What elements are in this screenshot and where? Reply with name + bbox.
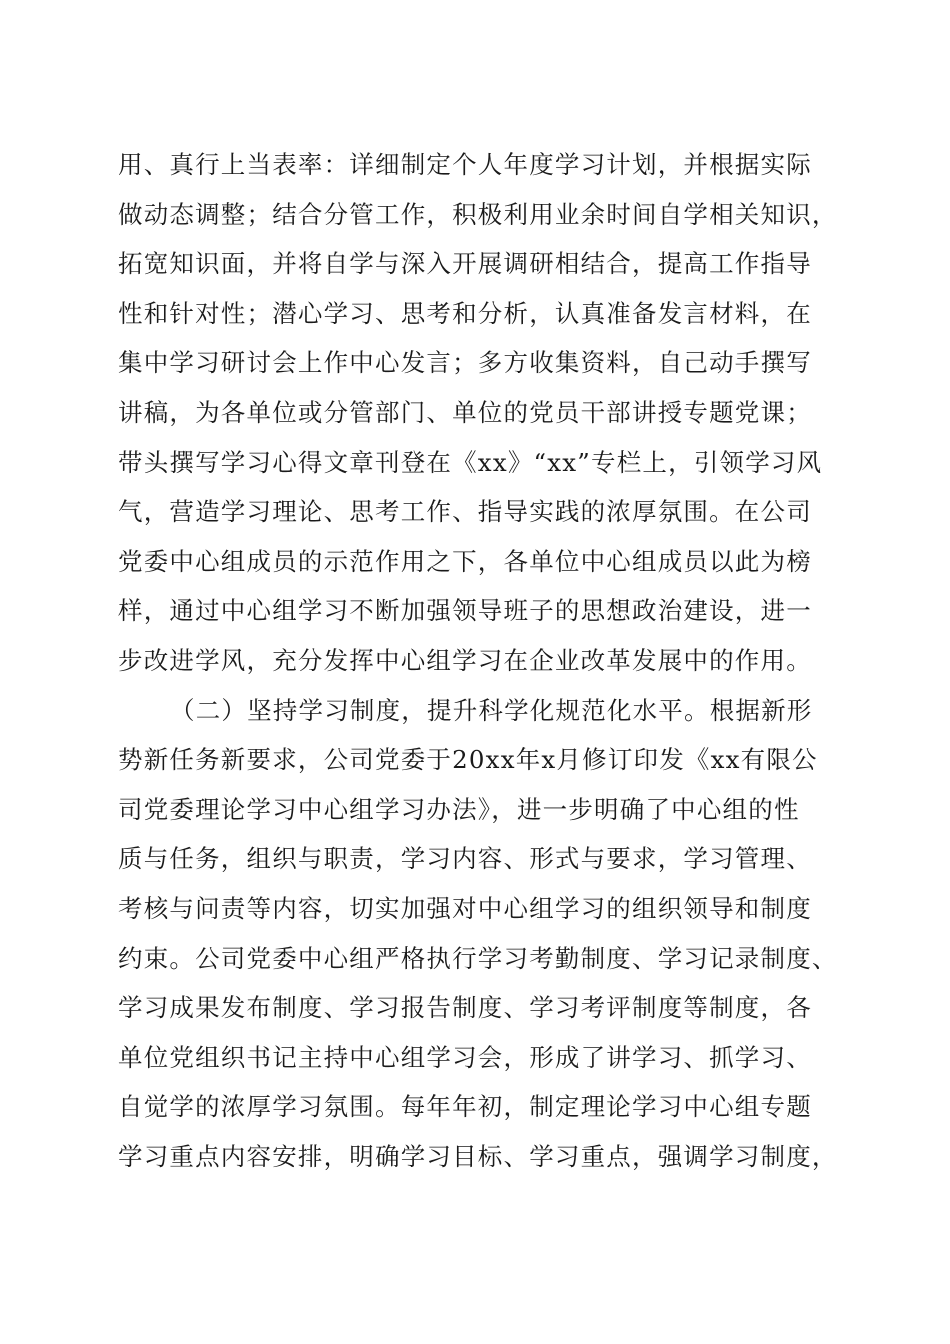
text-line: 拓宽知识面，并将自学与深入开展调研相结合，提高工作指导 (118, 249, 812, 279)
text-line: 质与任务，组织与职责，学习内容、形式与要求，学习管理、 (118, 844, 812, 874)
text-line: 讲稿，为各单位或分管部门、单位的党员干部讲授专题党课； (118, 397, 812, 427)
text-line: 气，营造学习理论、思考工作、指导实践的浓厚氛围。在公司 (118, 497, 812, 527)
text-line: 用、真行上当表率：详细制定个人年度学习计划，并根据实际 (118, 150, 812, 179)
text-line: 司党委理论学习中心组学习办法》，进一步明确了中心组的性 (118, 794, 800, 824)
section-heading-line: （二）坚持学习制度，提升科学化规范化水平。根据新形 (170, 695, 813, 725)
text-line: 做动态调整；结合分管工作，积极利用业余时间自学相关知识， (118, 199, 838, 229)
text-line: 学习重点内容安排，明确学习目标、学习重点，强调学习制度， (118, 1141, 838, 1171)
text-line: 考核与问责等内容，切实加强对中心组学习的组织领导和制度 (118, 893, 812, 923)
text-line: 集中学习研讨会上作中心发言；多方收集资料，自己动手撰写 (118, 348, 812, 378)
text-line: 样，通过中心组学习不断加强领导班子的思想政治建设，进一 (118, 596, 812, 626)
text-line: 性和针对性；潜心学习、思考和分析，认真准备发言材料，在 (118, 298, 812, 328)
text-line: 约束。公司党委中心组严格执行学习考勤制度、学习记录制度、 (118, 943, 838, 973)
text-line: 自觉学的浓厚学习氛围。每年年初，制定理论学习中心组专题 (118, 1092, 812, 1122)
text-line: 单位党组织书记主持中心组学习会，形成了讲学习、抓学习、 (118, 1042, 812, 1072)
body-text (118, 140, 858, 1181)
text-line: 步改进学风，充分发挥中心组学习在企业改革发展中的作用。 (118, 645, 812, 675)
text-line: 党委中心组成员的示范作用之下，各单位中心组成员以此为榜 (118, 546, 812, 576)
text-line: 学习成果发布制度、学习报告制度、学习考评制度等制度，各 (118, 993, 812, 1023)
text-line: 带头撰写学习心得文章刊登在《xx》“xx”专栏上，引领学习风 (118, 447, 823, 477)
text-line: 势新任务新要求，公司党委于20xx年x月修订印发《xx有限公 (118, 745, 818, 775)
